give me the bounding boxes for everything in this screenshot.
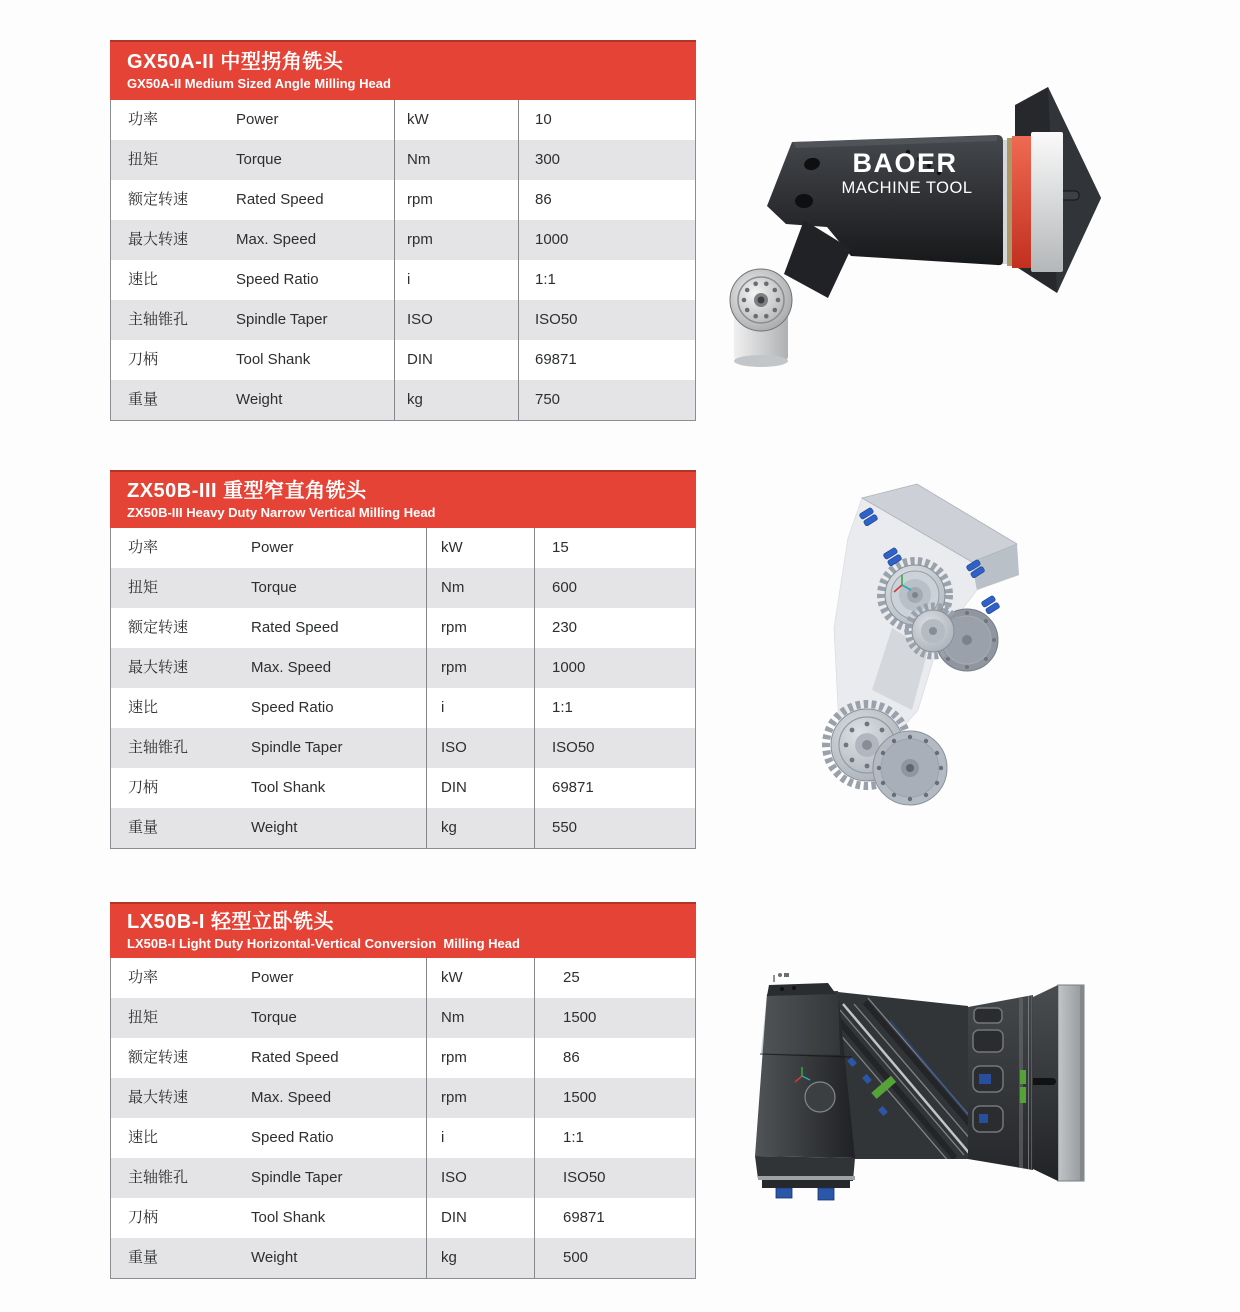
spec-label-en: Power — [236, 111, 279, 128]
spec-label-en: Spindle Taper — [251, 1169, 343, 1186]
spec-label-zh: 功率 — [128, 111, 159, 128]
product-photo-gx50a — [700, 60, 1200, 400]
table-row — [111, 728, 695, 768]
spec-label-zh: 最大转速 — [128, 231, 189, 248]
spec-label-zh: 重量 — [128, 391, 159, 408]
spec-value: 86 — [534, 1038, 695, 1078]
table-row — [111, 220, 695, 260]
spec-unit: ISO — [394, 300, 518, 340]
spec-label-zh: 主轴锥孔 — [128, 1169, 189, 1186]
spec-value: 750 — [518, 380, 695, 420]
spec-label-zh: 最大转速 — [128, 659, 189, 676]
spec-value: 1:1 — [534, 1118, 695, 1158]
spec-unit: rpm — [426, 648, 534, 688]
spec-unit: kW — [394, 100, 518, 140]
spindle-nose — [730, 269, 792, 367]
table-row — [111, 808, 695, 848]
table-row — [111, 648, 695, 688]
spec-unit: rpm — [426, 608, 534, 648]
spec-value: 1000 — [534, 648, 695, 688]
spec-unit: rpm — [394, 180, 518, 220]
product-header-zx50b — [110, 470, 696, 528]
spec-label-en: Speed Ratio — [236, 271, 319, 288]
spec-label-en: Power — [251, 969, 294, 986]
spec-label-en: Tool Shank — [251, 1209, 326, 1226]
spec-label-zh: 功率 — [128, 969, 159, 986]
spec-value: 15 — [534, 528, 695, 568]
spec-table-lx50b — [110, 958, 696, 1279]
product-title-en: ZX50B-III Heavy Duty Narrow Vertical Milling Head — [127, 504, 436, 520]
spec-label-en: Torque — [236, 151, 282, 168]
table-row — [111, 568, 695, 608]
spec-unit: rpm — [394, 220, 518, 260]
spec-label-en: Tool Shank — [236, 351, 311, 368]
product-section-lx50b — [110, 902, 696, 1279]
spec-value: 1500 — [534, 998, 695, 1038]
spec-unit: i — [394, 260, 518, 300]
spec-unit: DIN — [394, 340, 518, 380]
table-row — [111, 300, 695, 340]
spec-label-zh: 刀柄 — [128, 779, 159, 796]
spec-value: ISO50 — [534, 1158, 695, 1198]
spec-value: 300 — [518, 140, 695, 180]
spec-value: 500 — [534, 1238, 695, 1278]
spec-value: ISO50 — [518, 300, 695, 340]
spec-label-en: Rated Speed — [251, 619, 339, 636]
spec-label-en: Torque — [251, 1009, 297, 1026]
table-row — [111, 1198, 695, 1238]
spec-unit: kg — [394, 380, 518, 420]
product-title-zh: GX50A-II 中型拐角铣头 — [127, 50, 344, 73]
table-row — [111, 260, 695, 300]
table-row — [111, 608, 695, 648]
table-row — [111, 1078, 695, 1118]
spec-value: 550 — [534, 808, 695, 848]
spec-value: 69871 — [534, 768, 695, 808]
table-row — [111, 1038, 695, 1078]
spec-label-zh: 速比 — [128, 1129, 159, 1146]
spec-label-zh: 主轴锥孔 — [128, 311, 189, 328]
spec-label-en: Torque — [251, 579, 297, 596]
spec-unit: Nm — [426, 568, 534, 608]
spec-label-zh: 额定转速 — [128, 1049, 189, 1066]
spec-unit: kg — [426, 808, 534, 848]
table-row — [111, 768, 695, 808]
spec-label-en: Weight — [236, 391, 283, 408]
spec-label-zh: 速比 — [128, 699, 159, 716]
table-row — [111, 528, 695, 568]
table-row — [111, 1158, 695, 1198]
spec-label-en: Weight — [251, 819, 298, 836]
spec-label-zh: 重量 — [128, 1249, 159, 1266]
spec-label-en: Rated Speed — [251, 1049, 339, 1066]
spec-label-en: Max. Speed — [251, 659, 332, 676]
spec-label-en: Speed Ratio — [251, 699, 334, 716]
table-row — [111, 140, 695, 180]
spec-unit: Nm — [426, 998, 534, 1038]
spec-unit: i — [426, 688, 534, 728]
antenna-detail — [774, 973, 789, 982]
product-render-lx50b — [740, 958, 1100, 1213]
spec-label-zh: 功率 — [128, 539, 159, 556]
spec-value: ISO50 — [534, 728, 695, 768]
table-row — [111, 998, 695, 1038]
spec-value: 600 — [534, 568, 695, 608]
spec-unit: Nm — [394, 140, 518, 180]
blue-feet — [776, 1188, 834, 1200]
spec-value: 1:1 — [534, 688, 695, 728]
spec-label-en: Speed Ratio — [251, 1129, 334, 1146]
spec-label-en: Power — [251, 539, 294, 556]
spec-unit: DIN — [426, 768, 534, 808]
spec-label-en: Spindle Taper — [251, 739, 343, 756]
spec-label-en: Max. Speed — [236, 231, 317, 248]
spec-unit: rpm — [426, 1038, 534, 1078]
spec-label-zh: 扭矩 — [128, 151, 159, 168]
spec-unit: i — [426, 1118, 534, 1158]
spec-value: 25 — [534, 958, 695, 998]
spec-label-zh: 额定转速 — [128, 191, 189, 208]
spec-label-zh: 额定转速 — [128, 619, 189, 636]
table-row — [111, 688, 695, 728]
spec-table-gx50a — [110, 100, 696, 421]
spec-value: 69871 — [534, 1198, 695, 1238]
spec-label-zh: 扭矩 — [128, 579, 159, 596]
spec-label-zh: 速比 — [128, 271, 159, 288]
spec-label-en: Tool Shank — [251, 779, 326, 796]
product-title-en: GX50A-II Medium Sized Angle Milling Head — [127, 75, 391, 91]
spec-unit: kW — [426, 958, 534, 998]
spec-label-en: Weight — [251, 1249, 298, 1266]
product-title-zh: ZX50B-III 重型窄直角铣头 — [127, 479, 367, 502]
spec-unit: rpm — [426, 1078, 534, 1118]
spec-unit: ISO — [426, 1158, 534, 1198]
table-row — [111, 180, 695, 220]
spec-value: 1500 — [534, 1078, 695, 1118]
brand-mark — [842, 148, 973, 197]
spec-value: 10 — [518, 100, 695, 140]
table-row — [111, 1118, 695, 1158]
spec-value: 230 — [534, 608, 695, 648]
table-row — [111, 340, 695, 380]
product-section-zx50b — [110, 470, 696, 849]
product-render-zx50b — [820, 478, 1040, 818]
spec-label-en: Rated Speed — [236, 191, 324, 208]
spec-label-zh: 重量 — [128, 819, 159, 836]
spec-value: 86 — [518, 180, 695, 220]
product-section-gx50a — [110, 40, 696, 421]
spec-label-zh: 刀柄 — [128, 351, 159, 368]
spec-label-zh: 刀柄 — [128, 1209, 159, 1226]
spec-value: 1000 — [518, 220, 695, 260]
spec-value: 69871 — [518, 340, 695, 380]
table-row — [111, 1238, 695, 1278]
spec-value: 1:1 — [518, 260, 695, 300]
mount-plate — [1058, 985, 1084, 1181]
table-row — [111, 100, 695, 140]
table-row — [111, 958, 695, 998]
product-header-lx50b — [110, 902, 696, 958]
spec-label-zh: 扭矩 — [128, 1009, 159, 1026]
table-row — [111, 380, 695, 420]
spec-label-en: Max. Speed — [251, 1089, 332, 1106]
spec-table-zx50b — [110, 528, 696, 849]
spec-unit: kW — [426, 528, 534, 568]
brand-name: BAOER — [852, 148, 958, 178]
spec-label-zh: 主轴锥孔 — [128, 739, 189, 756]
spec-unit: kg — [426, 1238, 534, 1278]
bottom-flange-disc — [873, 731, 947, 805]
spec-label-zh: 最大转速 — [128, 1089, 189, 1106]
product-title-zh: LX50B-I 轻型立卧铣头 — [127, 910, 335, 933]
spec-label-en: Spindle Taper — [236, 311, 328, 328]
brand-tagline: MACHINE TOOL — [841, 179, 973, 197]
ring-bands — [1001, 132, 1063, 272]
product-title-en: LX50B-I Light Duty Horizontal-Vertical Conversion Milling Head — [127, 935, 520, 951]
spec-unit: ISO — [426, 728, 534, 768]
spec-unit: DIN — [426, 1198, 534, 1238]
product-header-gx50a — [110, 40, 696, 100]
